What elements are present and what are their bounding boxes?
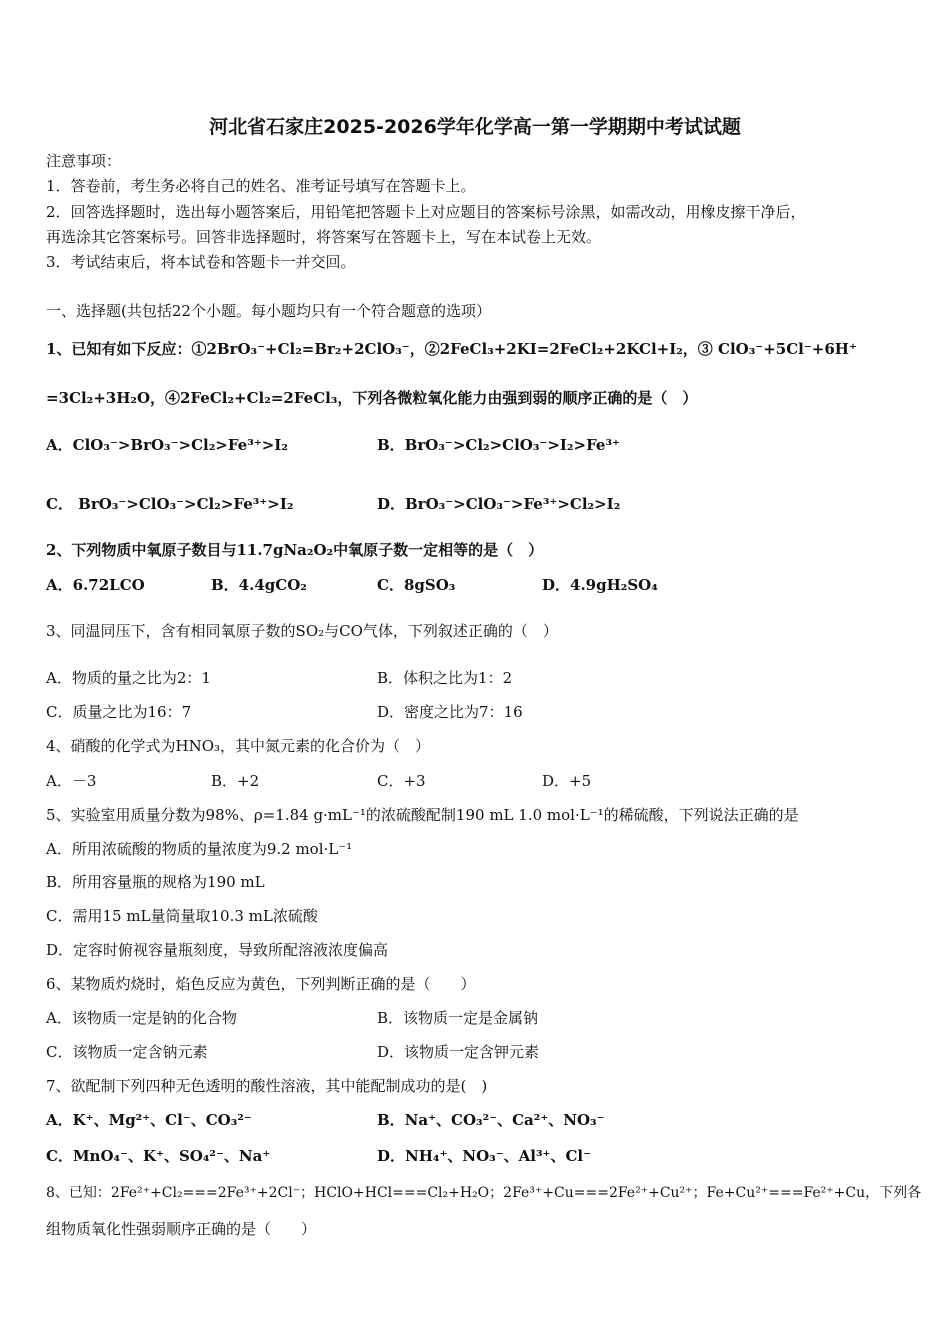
question-4-stem: 4、硝酸的化学式为HNO₃，其中氮元素的化合价为（ ） <box>46 737 431 755</box>
question-2-option-b: B．4.4gCO₂ <box>211 576 307 594</box>
question-1-stem: 1、已知有如下反应：①2BrO₃⁻+Cl₂=Br₂+2ClO₃⁻，②2FeCl₃+2KI=2FeCl₂+2KCl+I₂，③ ClO₃⁻+5Cl⁻+6H⁺ <box>46 340 857 358</box>
question-7-option-d: D．NH₄⁺、NO₃⁻、Al³⁺、Cl⁻ <box>377 1147 592 1165</box>
question-1-option-c: C． BrO₃⁻>ClO₃⁻>Cl₂>Fe³⁺>I₂ <box>46 495 294 513</box>
question-7-stem: 7、欲配制下列四种无色透明的酸性溶液，其中能配制成功的是( ) <box>46 1077 488 1095</box>
question-5-option-a: A．所用浓硫酸的物质的量浓度为9.2 mol·L⁻¹ <box>46 840 353 858</box>
question-3-stem: 3、同温同压下，含有相同氧原子数的SO₂与CO气体，下列叙述正确的（ ） <box>46 622 558 640</box>
question-3-option-d: D．密度之比为7：16 <box>377 703 523 721</box>
question-5-option-c: C．需用15 mL量筒量取10.3 mL浓硫酸 <box>46 907 318 925</box>
question-7-option-b: B．Na⁺、CO₃²⁻、Ca²⁺、NO₃⁻ <box>377 1111 605 1129</box>
question-7-option-a: A．K⁺、Mg²⁺、Cl⁻、CO₃²⁻ <box>46 1111 252 1129</box>
question-1-option-a: A．ClO₃⁻>BrO₃⁻>Cl₂>Fe³⁺>I₂ <box>46 436 288 454</box>
question-2-option-c: C．8gSO₃ <box>377 576 456 594</box>
question-6-option-c: C．该物质一定含钠元素 <box>46 1043 208 1061</box>
question-5-stem: 5、实验室用质量分数为98%、ρ=1.84 g·mL⁻¹的浓硫酸配制190 mL 1.0 mol·L⁻¹的稀硫酸，下列说法正确的是 <box>46 806 799 824</box>
question-5-option-d: D．定容时俯视容量瓶刻度，导致所配溶液浓度偏高 <box>46 941 389 959</box>
section-heading: 一、选择题(共包括22个小题。每小题均只有一个符合题意的选项） <box>46 302 491 320</box>
question-4-option-d: D．+5 <box>542 772 592 790</box>
notice-item: 2．回答选择题时，选出每小题答案后，用铅笔把答题卡上对应题目的答案标号涂黑，如需改动，用橡皮擦干净后， <box>46 203 806 221</box>
question-2-option-a: A．6.72LCO <box>46 576 145 594</box>
question-3-option-b: B．体积之比为1：2 <box>377 669 513 687</box>
question-3-option-a: A．物质的量之比为2：1 <box>46 669 211 687</box>
question-7-option-c: C．MnO₄⁻、K⁺、SO₄²⁻、Na⁺ <box>46 1147 271 1165</box>
question-3-option-c: C．质量之比为16：7 <box>46 703 192 721</box>
question-4-option-c: C．+3 <box>377 772 426 790</box>
question-1-option-d: D．BrO₃⁻>ClO₃⁻>Fe³⁺>Cl₂>I₂ <box>377 495 621 513</box>
question-6-option-b: B．该物质一定是金属钠 <box>377 1009 539 1027</box>
question-4-option-b: B．+2 <box>211 772 260 790</box>
question-2-stem: 2、下列物质中氧原子数目与11.7gNa₂O₂中氧原子数一定相等的是（ ） <box>46 541 544 559</box>
notice-heading: 注意事项： <box>46 152 122 170</box>
question-6-stem: 6、某物质灼烧时，焰色反应为黄色，下列判断正确的是（ ） <box>46 975 476 993</box>
question-4-option-a: A．－3 <box>46 772 97 790</box>
question-8-stem: 8、已知：2Fe²⁺+Cl₂===2Fe³⁺+2Cl⁻；HClO+HCl===Cl₂+H₂O；2Fe³⁺+Cu===2Fe²⁺+Cu²⁺；Fe+Cu²⁺===Fe²⁺+Cu，下列各 <box>46 1185 922 1201</box>
question-5-option-b: B．所用容量瓶的规格为190 mL <box>46 873 265 891</box>
question-1-stem-cont: =3Cl₂+3H₂O，④2FeCl₂+Cl₂=2FeCl₃，下列各微粒氧化能力由强到弱的顺序正确的是（ ） <box>46 389 698 407</box>
page-title: 河北省石家庄2025-2026学年化学高一第一学期期中考试试题 <box>209 116 741 138</box>
question-6-option-d: D．该物质一定含钾元素 <box>377 1043 540 1061</box>
question-8-stem-cont: 组物质氧化性强弱顺序正确的是（ ） <box>46 1220 317 1238</box>
question-6-option-a: A．该物质一定是钠的化合物 <box>46 1009 237 1027</box>
notice-item: 3．考试结束后，将本试卷和答题卡一并交回。 <box>46 253 356 271</box>
question-2-option-d: D．4.9gH₂SO₄ <box>542 576 658 594</box>
question-1-option-b: B．BrO₃⁻>Cl₂>ClO₃⁻>I₂>Fe³⁺ <box>377 436 620 454</box>
notice-item: 再选涂其它答案标号。回答非选择题时，将答案写在答题卡上，写在本试卷上无效。 <box>46 228 602 246</box>
notice-item: 1．答卷前，考生务必将自己的姓名、准考证号填写在答题卡上。 <box>46 177 476 195</box>
